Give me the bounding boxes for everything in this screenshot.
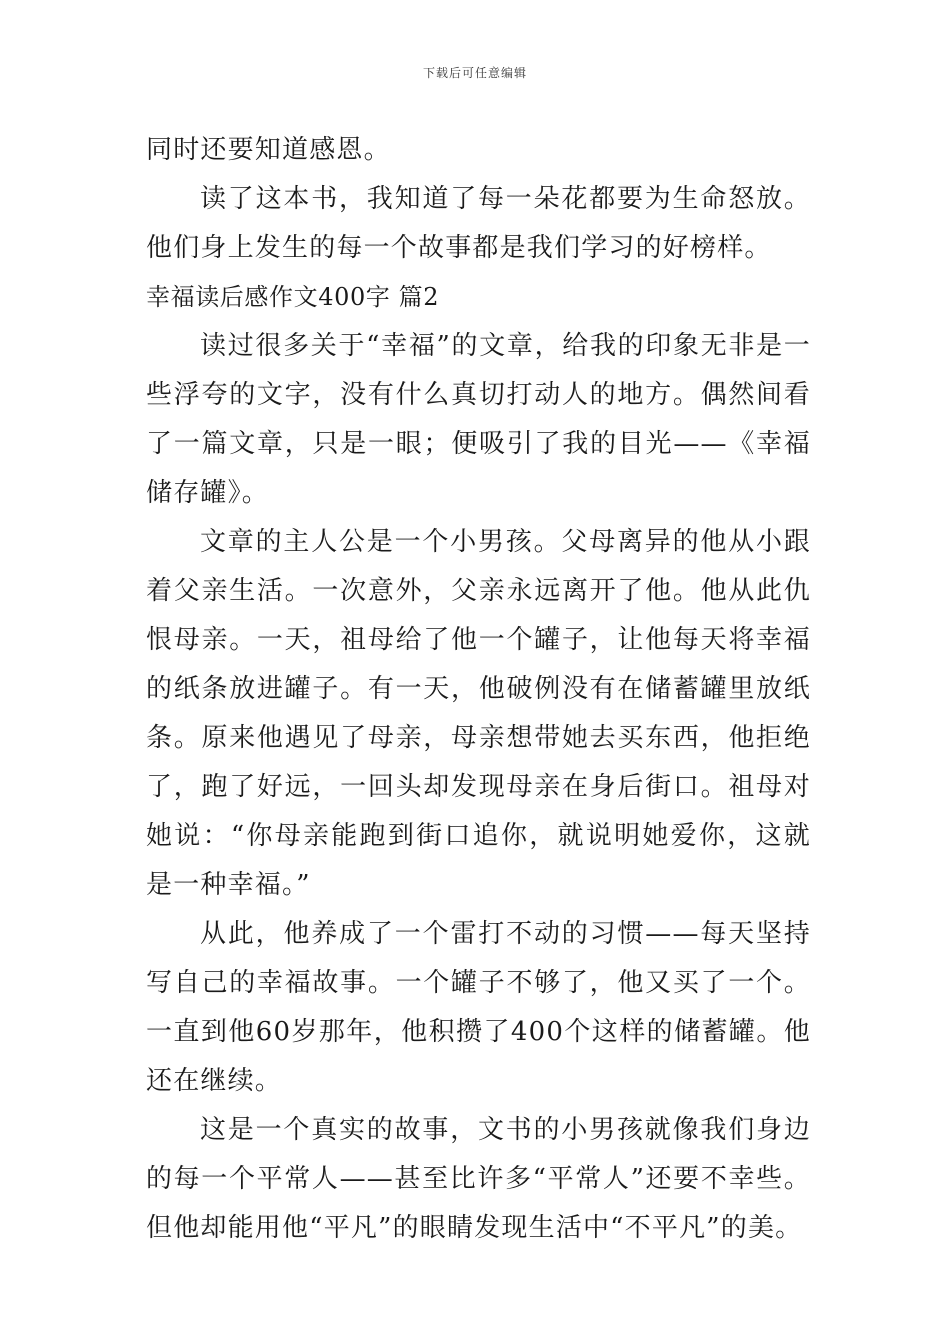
paragraph: 文章的主人公是一个小男孩。父母离异的他从小跟着父亲生活。一次意外，父亲永远离开了他。他从此仇恨母亲。一天，祖母给了他一个罐子，让他每天将幸福的纸条放进罐子。有一天，他破例没有在储蓄罐里放纸条。原来他遇见了母亲，母亲想带她去买东西，他拒绝了，跑了好远，一回头却发现母亲在身后街口。祖母对她说：“你母亲能跑到街口追你，就说明她爱你，这就是一种幸福。” xyxy=(146,527,811,900)
paragraph-continuation: 同时还要知道感恩。 xyxy=(146,135,391,165)
document-body xyxy=(146,126,811,1253)
paragraph: 读了这本书，我知道了每一朵花都要为生命怒放。他们身上发生的每一个故事都是我们学习的好榜样。 xyxy=(146,184,811,263)
page-header: 下载后可任意编辑 xyxy=(422,66,527,80)
paragraph: 读过很多关于“幸福”的文章，给我的印象无非是一些浮夸的文字，没有什么真切打动人的地方。偶然间看了一篇文章，只是一眼；便吸引了我的目光——《幸福储存罐》。 xyxy=(146,331,811,508)
paragraph: 这是一个真实的故事，文书的小男孩就像我们身边的每一个平常人——甚至比许多“平常人”还要不幸些。但他却能用他“平凡”的眼睛发现生活中“不平凡”的美。 xyxy=(146,1115,811,1243)
paragraph: 从此，他养成了一个雷打不动的习惯——每天坚持写自己的幸福故事。一个罐子不够了，他又买了一个。一直到他60岁那年，他积攒了400个这样的储蓄罐。他还在继续。 xyxy=(146,919,811,1096)
section-heading: 幸福读后感作文400字 篇2 xyxy=(146,283,440,311)
